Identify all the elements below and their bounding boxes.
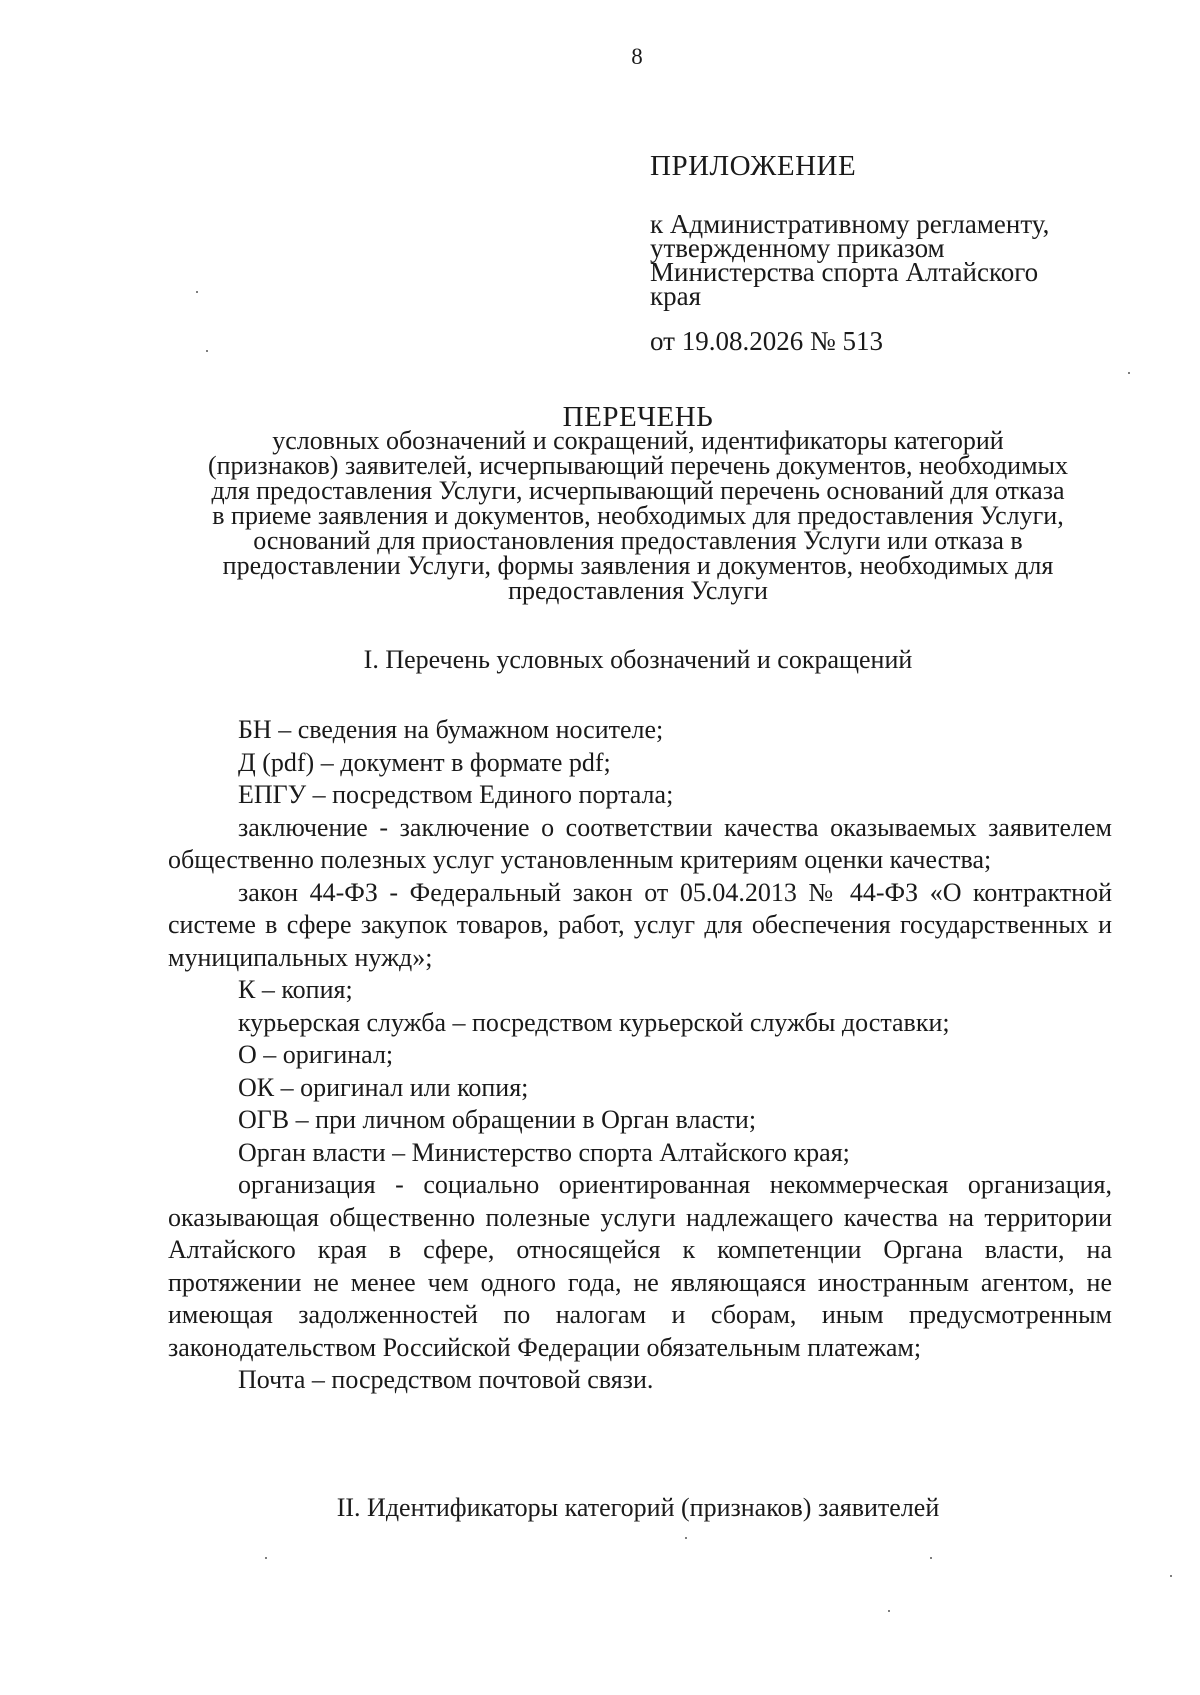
appendix-ref-line: края	[650, 281, 702, 311]
appendix-ref-line: утвержденному приказом	[650, 233, 945, 263]
list-item: К – копия;	[238, 975, 353, 1004]
scan-speck	[685, 1537, 687, 1539]
page-number: 8	[631, 44, 643, 69]
list-item: курьерская служба – посредством курьерской службы доставки;	[238, 1007, 950, 1037]
list-item: закон 44-ФЗ - Федеральный закон от 05.04.2013 № 44-ФЗ «О контрактной системе в сфере закупок товаров, работ, услуг для обеспечения государственных и муниципальных нужд»;	[168, 877, 1112, 972]
document-subtitle	[150, 428, 1126, 603]
list-item: Д (pdf) – документ в формате pdf;	[238, 747, 611, 777]
subtitle-line: предоставлении Услуги, формы заявления и документов, необходимых для	[222, 551, 1054, 580]
appendix-date: от 19.08.2026 № 513	[650, 326, 883, 356]
subtitle-line: для предоставления Услуги, исчерпывающий перечень оснований для отказа	[211, 476, 1065, 505]
scan-speck	[265, 1557, 267, 1559]
list-item: Орган власти – Министерство спорта Алтайского края;	[238, 1137, 850, 1167]
subtitle-line: (признаков) заявителей, исчерпывающий перечень документов, необходимых	[207, 451, 1069, 480]
scan-speck	[930, 1557, 932, 1559]
subtitle-line: оснований для приостановления предоставления Услуги или отказа в	[253, 526, 1023, 555]
subtitle-line: предоставления Услуги	[508, 576, 768, 605]
appendix-reference	[650, 209, 1120, 311]
appendix-block	[650, 148, 1120, 356]
scan-speck	[206, 350, 208, 352]
section-1-heading: I. Перечень условных обозначений и сокращений	[363, 645, 913, 674]
scan-speck	[1128, 372, 1130, 374]
subtitle-line: условных обозначений и сокращений, идентификаторы категорий	[272, 426, 1004, 455]
list-item: ЕПГУ – посредством Единого портала;	[238, 780, 674, 809]
scan-speck	[196, 291, 198, 293]
subtitle-line: в приеме заявления и документов, необходимых для предоставления Услуги,	[212, 501, 1064, 530]
appendix-title: ПРИЛОЖЕНИЕ	[650, 150, 857, 182]
list-item: О – оригинал;	[238, 1040, 394, 1069]
abbreviation-list	[168, 714, 1112, 1397]
list-item: заключение - заключение о соответствии качества оказываемых заявителем общественно полезных услуг установленным критериям оценки качества;	[168, 812, 1112, 874]
list-item: БН – сведения на бумажном носителе;	[238, 715, 664, 744]
scan-speck	[1170, 1575, 1172, 1577]
list-item: ОК – оригинал или копия;	[238, 1072, 529, 1102]
section-2-heading: II. Идентификаторы категорий (признаков) заявителей	[336, 1493, 940, 1522]
list-item: ОГВ – при личном обращении в Орган власти;	[238, 1105, 757, 1134]
appendix-ref-line: к Административному регламенту,	[650, 209, 1050, 239]
document-title: ПЕРЕЧЕНЬ	[562, 401, 714, 433]
appendix-ref-line: Министерства спорта Алтайского	[650, 257, 1039, 287]
scan-speck	[888, 1610, 890, 1612]
list-item: организация - социально ориентированная некоммерческая организация, оказывающая общественно полезные услуги надлежащего качества на территории Алтайского края в сфере, относящейся к компетенции Органа власти, на протяжении не менее чем одного года, не являющаяся иностранным агентом, не имеющая задолженностей по налогам и сборам, иным предусмотренным законодательством Российской Федерации обязательным платежам;	[168, 1170, 1112, 1362]
list-item: Почта – посредством почтовой связи.	[238, 1365, 654, 1394]
